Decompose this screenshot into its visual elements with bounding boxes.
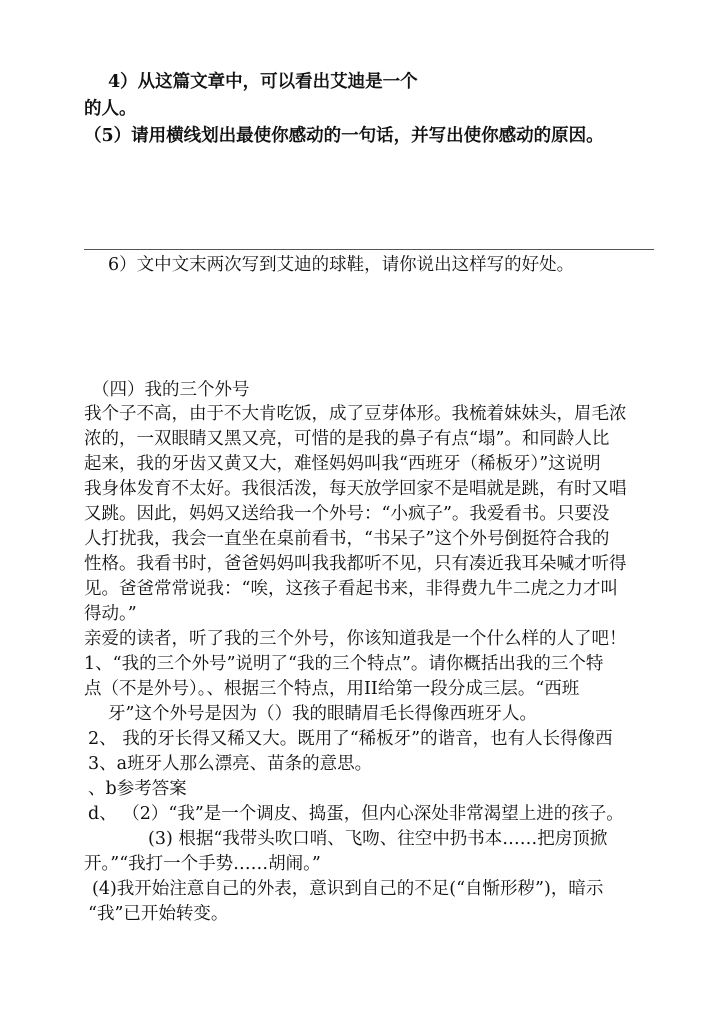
answer-line: d、 （2）“我”是一个调皮、捣蛋，但内心深处非常渴望上进的孩子。 bbox=[88, 804, 624, 824]
question-4-line-1: 4）从这篇文章中，可以看出艾迪是一个 bbox=[108, 72, 418, 92]
passage-line: 又跳。因此，妈妈又送给我一个外号：“小疯子”。我爱看书。只要没 bbox=[84, 504, 610, 524]
section-4-title: （四）我的三个外号 bbox=[92, 380, 250, 400]
exercise-line: 1、“我的三个外号”说明了“我的三个特点”。请你概括出我的三个特 bbox=[84, 654, 604, 674]
answer-line: 开。”“我打一个手势……胡闹。” bbox=[84, 854, 321, 874]
answer-key-heading: 、b参考答案 bbox=[88, 779, 187, 799]
passage-line: 起来，我的牙齿又黄又大，难怪妈妈叫我“西班牙（稀板牙）”这说明 bbox=[84, 454, 601, 474]
exercise-line: 牙”这个外号是因为（）我的眼睛眉毛长得像西班牙人。 bbox=[108, 704, 537, 724]
question-6: 6）文中文末两次写到艾迪的球鞋，请你说出这样写的好处。 bbox=[108, 255, 575, 275]
passage-line: 性格。我看书时，爸爸妈妈叫我我都听不见，只有凑近我耳朵喊才听得 bbox=[84, 554, 627, 574]
passage-line: 我个子不高，由于不大肯吃饭，成了豆芽体形。我梳着妹妹头，眉毛浓 bbox=[84, 404, 627, 424]
answer-line: “我”已开始转变。 bbox=[88, 904, 229, 924]
passage-line: 见。爸爸常常说我：“唉，这孩子看起书来，非得费九牛二虎之力才叫 bbox=[84, 579, 618, 599]
exercise-line: 2、 我的牙长得又稀又大。既用了“稀板牙”的谐音，也有人长得像西 bbox=[88, 729, 613, 749]
passage-line: 得动。” bbox=[84, 604, 137, 624]
passage-closing: 亲爱的读者，听了我的三个外号，你该知道我是一个什么样的人了吧！ bbox=[84, 629, 627, 649]
passage-line: 浓的，一双眼睛又黑又亮，可惜的是我的鼻子有点“塌”。和同龄人比 bbox=[84, 429, 610, 449]
passage-line: 人打扰我，我会一直坐在桌前看书，“书呆子”这个外号倒挺符合我的 bbox=[84, 529, 610, 549]
answer-line-divider bbox=[84, 249, 654, 250]
exercise-line: 点（不是外号）。、根据三个特点，用II给第一段分成三层。“西班 bbox=[84, 679, 580, 699]
question-5: （5）请用横线划出最使你感动的一句话，并写出使你感动的原因。 bbox=[84, 126, 604, 146]
question-4-line-2: 的人。 bbox=[84, 99, 137, 119]
exercise-line: 3、a班牙人那么漂亮、苗条的意思。 bbox=[88, 754, 373, 774]
answer-line: (4)我开始注意自己的外表，意识到自己的不足(“自惭形秽”)，暗示 bbox=[92, 879, 604, 899]
passage-line: 我身体发育不太好。我很活泼，每天放学回家不是唱就是跳，有时又唱 bbox=[84, 479, 627, 499]
answer-line: (3) 根据“我带头吹口哨、飞吻、往空中扔书本……把房顶掀 bbox=[148, 829, 608, 849]
